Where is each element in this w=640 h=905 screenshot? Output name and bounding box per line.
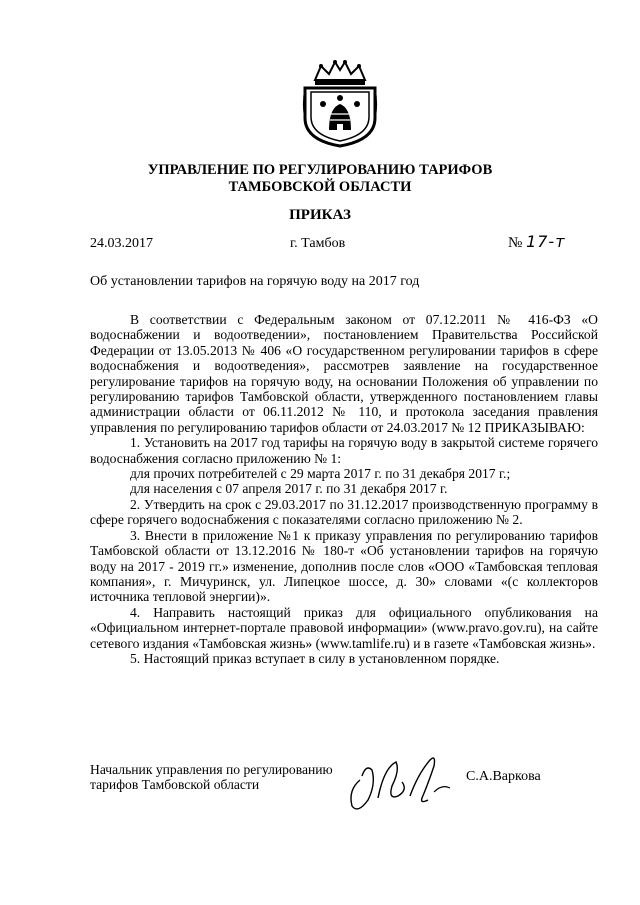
- item-3: 3. Внести в приложение №1 к приказу управления по регулированию тарифов Тамбовской области от 13.12.2016 № 180-т «Об установлении тарифов на горячую воду на 2017 - 2019 гг.» изменение, дополнив после слов «ООО «Тамбовская тепловая компания», г. Мичуринск, ул. Липецкое шоссе, д. 30» словами «(с коллекторов источника тепловой энергии)».: [90, 527, 598, 605]
- tambov-coat-of-arms-icon: [299, 58, 381, 148]
- item-1: 1. Установить на 2017 год тарифы на горячую воду в закрытой системе горячего водоснабжения согласно приложению № 1:: [90, 435, 598, 466]
- document-body: [90, 312, 598, 666]
- item-5: 5. Настоящий приказ вступает в силу в установленном порядке.: [130, 650, 500, 666]
- organization-name: [0, 162, 640, 196]
- handwritten-signature: [338, 740, 458, 820]
- org-line-1: УПРАВЛЕНИЕ ПО РЕГУЛИРОВАНИЮ ТАРИФОВ: [147, 162, 493, 178]
- document-type: ПРИКАЗ: [289, 207, 351, 223]
- number-prefix: №: [508, 235, 523, 251]
- signer-name: С.А.Варкова: [466, 769, 541, 784]
- signer-position-line-2: тарифов Тамбовской области: [90, 777, 260, 792]
- document-number: [508, 232, 566, 252]
- document-date: 24.03.2017: [90, 236, 153, 251]
- handwritten-number: 17-т: [526, 232, 566, 251]
- signer-position-line-1: Начальник управления по регулированию: [90, 762, 333, 777]
- item-2: 2. Утвердить на срок с 29.03.2017 по 31.12.2017 производственную программу в сфере горячего водоснабжения с показателями согласно приложению № 2.: [90, 496, 598, 528]
- signer-position: [90, 762, 333, 792]
- document-subject: Об установлении тарифов на горячую воду на 2017 год: [90, 274, 420, 289]
- preamble-paragraph: В соответствии с Федеральным законом от 07.12.2011 № 416-ФЗ «О водоснабжении и водоотведении», постановлением Правительства Российской Федерации от 13.05.2013 № 406 «О государственном регулировании тарифов в сфере водоснабжения и водоотведения», рассмотрев заявление на государственное регулирование тарифов на горячую воду, на основании Положения об управлении по регулированию тарифов Тамбовской области, утвержденного постановлением главы администрации области от 06.11.2012 № 110, и протокола заседания правления управления по регулированию тарифов области от 24.03.2017 № 12 ПРИКАЗЫВАЮ:: [90, 312, 598, 435]
- org-line-2: ТАМБОВСКОЙ ОБЛАСТИ: [228, 179, 412, 195]
- document-city: г. Тамбов: [290, 236, 346, 251]
- item-1-b: для населения с 07 апреля 2017 г. по 31 декабря 2017 г.: [130, 481, 448, 497]
- item-1-a: для прочих потребителей с 29 марта 2017 г. по 31 декабря 2017 г.;: [130, 466, 511, 482]
- item-4: 4. Направить настоящий приказ для официального опубликования на «Официальном интернет-портале правовой информации» (www.pravo.gov.ru), на сайте сетевого издания «Тамбовская жизнь» (www.tamlife.ru) и в газете «Тамбовская жизнь».: [90, 604, 598, 651]
